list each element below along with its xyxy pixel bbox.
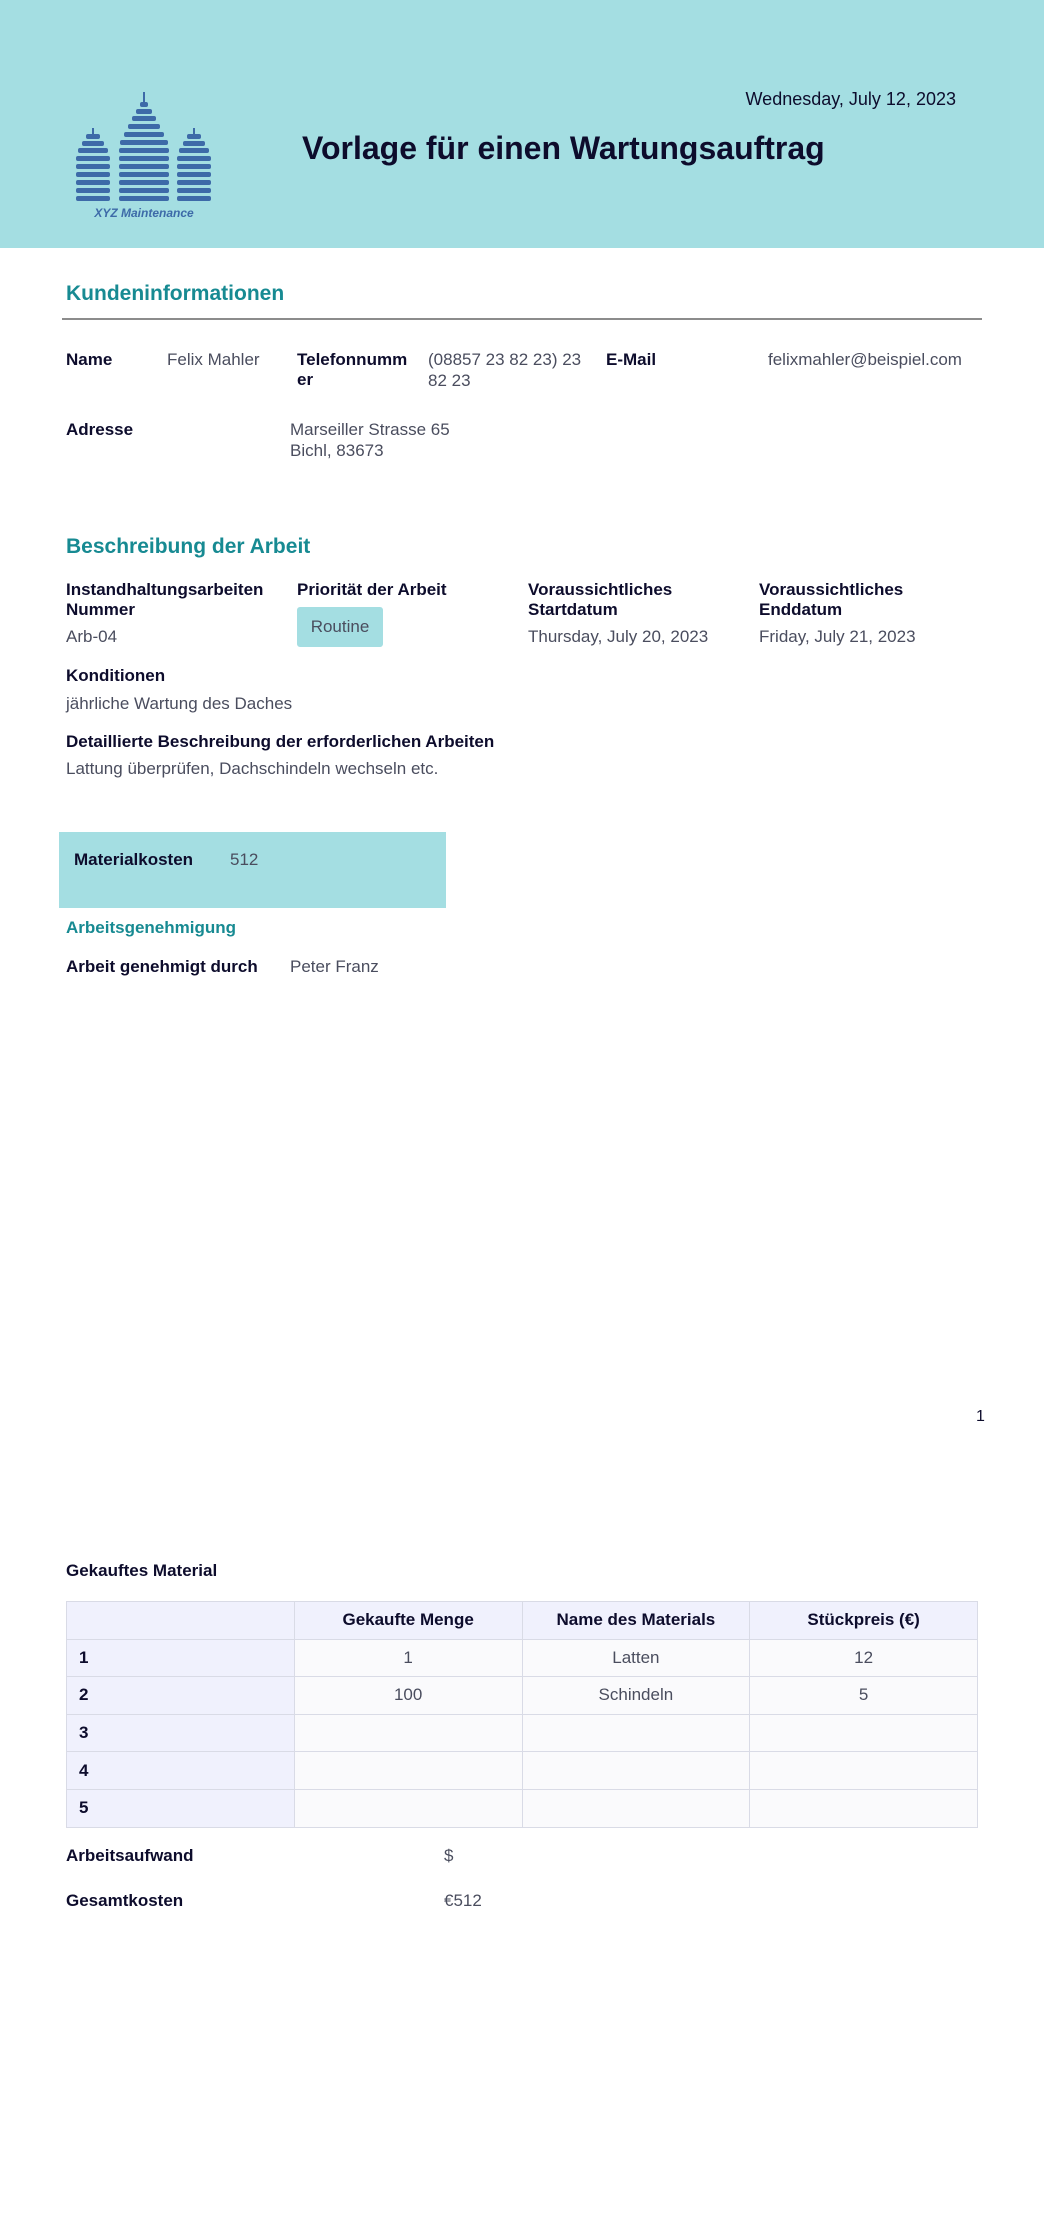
logo-text: XYZ Maintenance	[94, 206, 194, 220]
page-number: 1	[976, 1408, 985, 1425]
phone-value	[428, 349, 581, 391]
end-date-label	[759, 580, 903, 620]
phone-label-line2: er	[297, 370, 314, 389]
column-header: Stückpreis (€)	[750, 1602, 978, 1640]
work-number-label-line2: Nummer	[66, 600, 135, 619]
section-divider	[62, 318, 982, 320]
end-date-label-line1: Voraussichtliches	[759, 580, 904, 599]
conditions-label: Konditionen	[66, 666, 166, 685]
approved-by-label: Arbeit genehmigt durch	[66, 957, 258, 976]
unit-price-cell: 5	[750, 1677, 978, 1715]
material-cost-label: Materialkosten	[74, 850, 194, 869]
name-label: Name	[66, 350, 113, 369]
address-line1: Marseiller Strasse 65	[290, 420, 450, 439]
details-label: Detaillierte Beschreibung der erforderlichen Arbeiten	[66, 732, 495, 751]
start-date-label-line1: Voraussichtliches	[528, 580, 673, 599]
row-number: 3	[67, 1714, 295, 1752]
unit-price-cell: 12	[750, 1639, 978, 1677]
row-number: 5	[67, 1789, 295, 1827]
phone-value-line2: 82 23	[428, 371, 471, 390]
quantity-cell	[294, 1752, 522, 1790]
quantity-cell	[294, 1789, 522, 1827]
approval-title: Arbeitsgenehmigung	[66, 918, 237, 937]
row-number: 2	[67, 1677, 295, 1715]
quantity-cell: 1	[294, 1639, 522, 1677]
work-number-label-line1: Instandhaltungsarbeiten	[66, 580, 264, 599]
materials-title: Gekauftes Material	[66, 1561, 218, 1580]
column-header	[67, 1602, 295, 1640]
approved-by-value: Peter Franz	[290, 957, 379, 976]
total-cost-label: Gesamtkosten	[66, 1891, 184, 1910]
end-date-value: Friday, July 21, 2023	[759, 627, 916, 646]
materials-table	[66, 1601, 978, 1828]
name-value: Felix Mahler	[167, 350, 260, 369]
unit-price-cell	[750, 1714, 978, 1752]
customer-section-title: Kundeninformationen	[66, 282, 285, 305]
email-label: E-Mail	[606, 350, 657, 369]
table-row	[67, 1639, 978, 1677]
details-value: Lattung überprüfen, Dachschindeln wechseln etc.	[66, 759, 439, 778]
start-date-value: Thursday, July 20, 2023	[528, 627, 709, 646]
labor-value: $	[444, 1846, 454, 1865]
priority-badge: Routine	[297, 607, 383, 647]
start-date-label-line2: Startdatum	[528, 600, 618, 619]
address-line2: Bichl, 83673	[290, 441, 384, 460]
page-title: Vorlage für einen Wartungsauftrag	[302, 130, 825, 166]
total-cost-value: €512	[444, 1891, 482, 1910]
material-cost-box	[59, 832, 446, 908]
work-section-title: Beschreibung der Arbeit	[66, 535, 311, 558]
address-value	[290, 419, 450, 461]
labor-label: Arbeitsaufwand	[66, 1846, 194, 1865]
column-header: Gekaufte Menge	[294, 1602, 522, 1640]
material-cost-value: 512	[230, 850, 259, 869]
table-row	[67, 1714, 978, 1752]
unit-price-cell	[750, 1752, 978, 1790]
unit-price-cell	[750, 1789, 978, 1827]
table-header-row	[67, 1602, 978, 1640]
column-header: Name des Materials	[522, 1602, 750, 1640]
start-date-label	[528, 580, 672, 620]
material-name-cell	[522, 1714, 750, 1752]
priority-label: Priorität der Arbeit	[297, 580, 447, 599]
material-name-cell: Latten	[522, 1639, 750, 1677]
email-value: felixmahler@beispiel.com	[768, 350, 962, 369]
row-number: 4	[67, 1752, 295, 1790]
phone-value-line1: (08857 23 82 23) 23	[428, 350, 582, 369]
phone-label-line1: Telefonnumm	[297, 350, 408, 369]
quantity-cell	[294, 1714, 522, 1752]
address-label: Adresse	[66, 420, 134, 439]
material-name-cell	[522, 1752, 750, 1790]
conditions-value: jährliche Wartung des Daches	[66, 694, 293, 713]
row-number: 1	[67, 1639, 295, 1677]
work-number-value: Arb-04	[66, 627, 118, 646]
material-name-cell: Schindeln	[522, 1677, 750, 1715]
table-row	[67, 1677, 978, 1715]
table-row	[67, 1752, 978, 1790]
end-date-label-line2: Enddatum	[759, 600, 843, 619]
document-date: Wednesday, July 12, 2023	[745, 89, 956, 109]
table-row	[67, 1789, 978, 1827]
phone-label	[297, 350, 407, 390]
work-number-label	[66, 580, 263, 620]
material-name-cell	[522, 1789, 750, 1827]
quantity-cell: 100	[294, 1677, 522, 1715]
